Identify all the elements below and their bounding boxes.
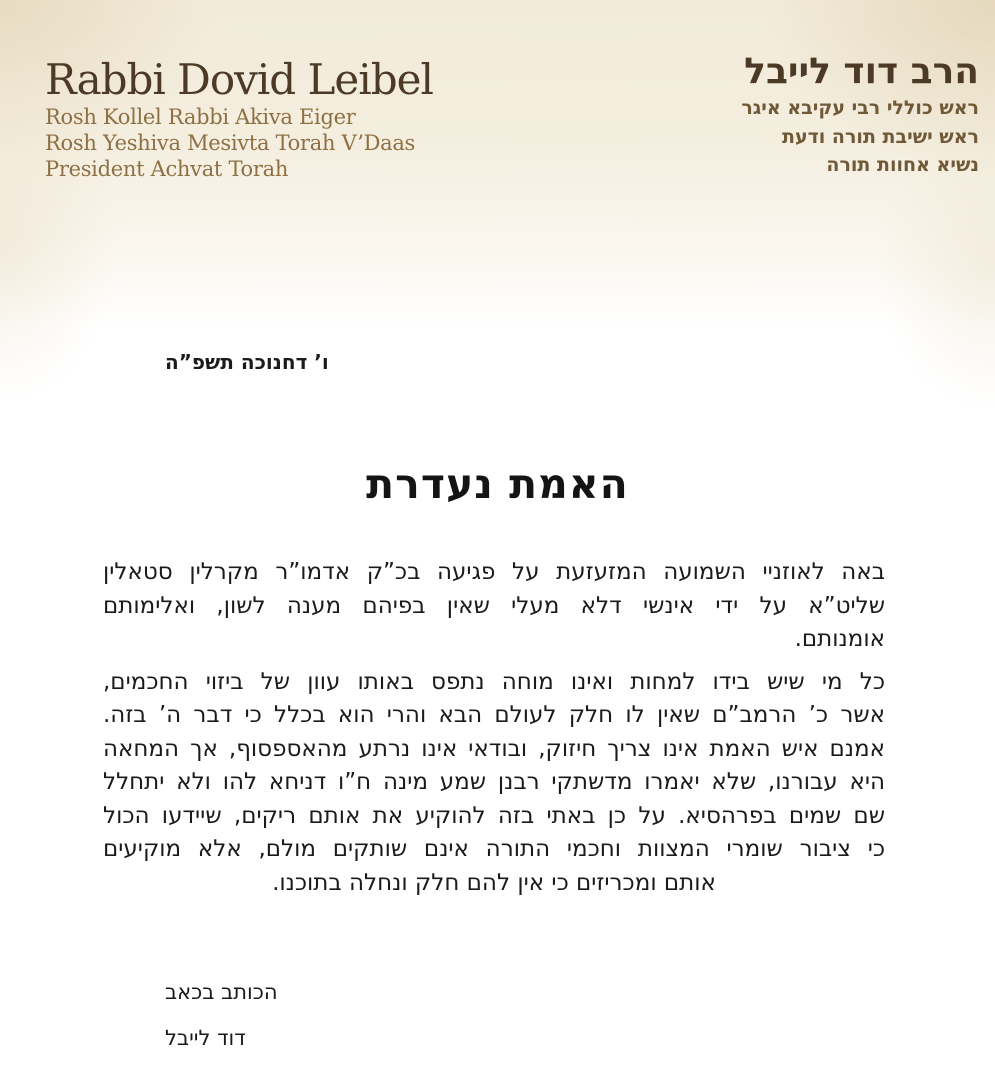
letter-body xyxy=(103,556,885,900)
hebrew-title-nasi: נשיא אחוות תורה xyxy=(826,154,979,176)
body-line: כי ציבור שומרי המצוות וחכמי התורה אינם שותקים מולם, אלא מוקיעים xyxy=(103,836,885,862)
body-line: אותם ומכריזים כי אין להם חלק ונחלה בתוכנו. xyxy=(272,869,716,896)
body-line: באה לאוזניי השמועה המזעזעת על פגיעה בכ”ק אדמו”ר מקרלין סטאלין xyxy=(103,559,885,585)
english-title-rosh-kollel: Rosh Kollel Rabbi Akiva Eiger xyxy=(45,105,356,129)
body-line: אומנותם. xyxy=(794,626,885,652)
english-title-rosh-yeshiva: Rosh Yeshiva Mesivta Torah V’Daas xyxy=(45,131,416,155)
hebrew-title-rosh-kollel: ראש כוללי רבי עקיבא איגר xyxy=(741,97,979,119)
body-line: אמנם איש האמת אינו צריך חיזוק, ובודאי אינו נרתע מהאספסוף, אך המחאה xyxy=(103,735,885,762)
signature-name: דוד לייבל xyxy=(165,1026,246,1050)
paragraph-1 xyxy=(103,556,885,657)
english-title-president: President Achvat Torah xyxy=(45,157,289,181)
letter-title: האמת נעדרת xyxy=(366,460,629,508)
body-line: כל מי שיש בידו למחות ואינו מוחה נתפס באותו עוון של ביזוי החכמים, xyxy=(103,668,885,695)
letter-date: ו’ דחנוכה תשפ”ה xyxy=(165,350,329,374)
hebrew-letterhead xyxy=(741,50,979,180)
body-line: היא עבורנו, שלא יאמרו מדשתקי רבנן שמע מינה ח”ו דניחא להו ולא יתחלל xyxy=(103,769,885,795)
hebrew-title-rosh-yeshiva: ראש ישיבת תורה ודעת xyxy=(781,125,979,148)
body-line: שם שמים בפרהסיא. על כן באתי בזה להוקיע את אותם ריקים, שיידעו הכול xyxy=(103,802,885,829)
english-letterhead xyxy=(45,56,433,182)
rabbi-name-hebrew: הרב דוד לייבל xyxy=(744,51,979,92)
paragraph-2 xyxy=(103,666,885,901)
body-line: אשר כ’ הרמב”ם שאין לו חלק לעולם הבא והרי הוא בכלל כי דבר ה’ בזה. xyxy=(103,702,885,728)
signature-closing: הכותב בכאב xyxy=(165,980,278,1004)
body-line: שליט”א על ידי אינשי דלא מעלי שאין בפיהם מענה לשון, ואלימותם xyxy=(103,592,885,619)
rabbi-name-english: Rabbi Dovid Leibel xyxy=(45,55,433,104)
